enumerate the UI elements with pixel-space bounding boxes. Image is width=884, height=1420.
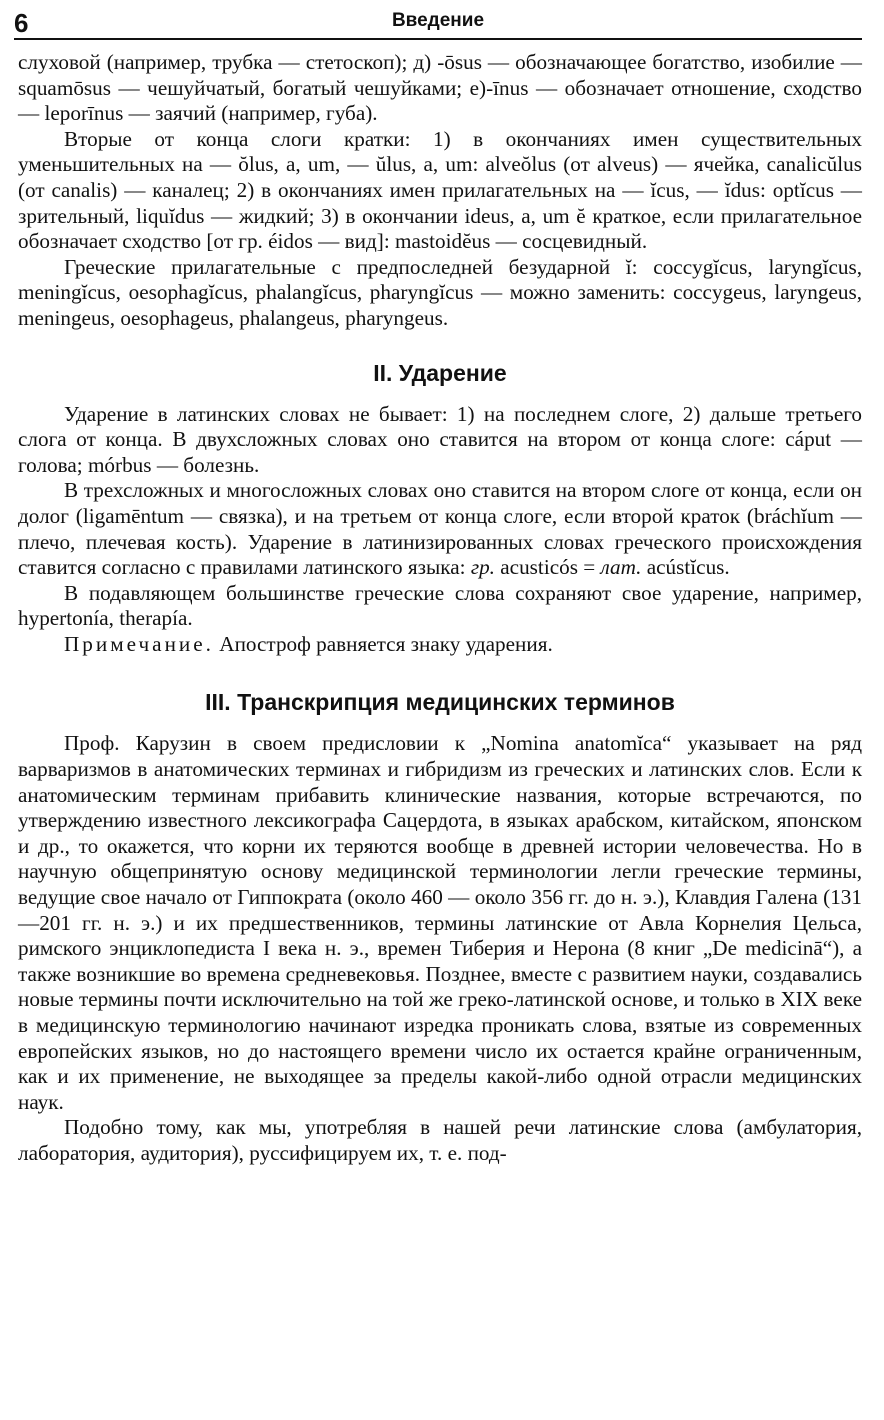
paragraph: Подобно тому, как мы, употребляя в нашей речи латинские слова (амбулатория, лаборатория, аудитория), руссифицируем их, т. е. под- xyxy=(18,1115,862,1165)
abbrev-latin: лат. xyxy=(600,555,642,580)
paragraph: Ударение в латинских словах не бывает: 1) на последнем слоге, 2) дальше третьего слога от конца. В двухсложных словах оно ставится на втором от конца слоге: cáput — голова; mórbus — болезнь. xyxy=(18,401,862,477)
paragraph: В подавляющем большинстве греческие слова сохраняют свое ударение, например, hypertonía, therapía. xyxy=(18,580,862,631)
page-number: 6 xyxy=(14,8,29,38)
paragraph: слуховой (например, трубка — стетоскоп); д) -ōsus — обозначающее богатство, изобилие — squamōsus — чешуйчатый, богатый чешуйками; е)-īnus — обозначает отношение, сходство — leporīnus — заячий (например, губа). xyxy=(18,50,862,126)
note-paragraph xyxy=(18,632,862,658)
note-label: Примечание. xyxy=(64,631,214,656)
paragraph: Вторые от конца слоги кратки: 1) в окончаниях имен существительных уменьшительных на — ŏlus, a, um, — ŭlus, a, um: alveŏlus (от alveus) — ячейка, canalicŭlus (от canalis) — каналец; 2) в окончаниях имен прилагательных на — ĭcus, — ĭdus: optĭcus — зрительный, liquĭdus — жидкий; 3) в окончании ideus, a, um ĕ краткое, если прилагательное обозначает сходство [от гр. éidos — вид]: mastoidĕus — сосцевидный. xyxy=(18,126,862,254)
page-body xyxy=(18,50,862,1167)
abbrev-greek: гр. xyxy=(470,555,495,580)
text-span: acusticós = xyxy=(500,555,596,580)
running-title: Введение xyxy=(391,10,485,31)
paragraph: Греческие прилагательные с предпоследней безударной ĭ: coccygĭcus, laryngĭcus, meningĭcus, oesophagĭcus, phalangĭcus, pharyngĭcus — можно заменить: coccygeus, laryngeus, meningeus, oesophageus, phalangeus, pharyngeus. xyxy=(18,254,862,330)
page-header xyxy=(14,6,862,40)
note-text: Апостроф равняется знаку ударения. xyxy=(219,631,553,656)
paragraph: Проф. Карузин в своем предисловии к „Nomina anatomĭca“ указывает на ряд варваризмов в анатомических терминах и гибридизм из греческих и латинских слов. Если к анатомическим терминам прибавить клинические названия, которые встречаются, по утверждению известного лексикографа Сацердота, в языках арабском, китайском, японском и др., то окажется, что корни их теряются вообще в древней истории человечества. Но в научную общепринятую основу медицинской терминологии легли греческие термины, ведущие свое начало от Гиппократа (около 460 — около 356 гг. до н. э.), Клавдия Галена (131—201 гг. н. э.) и их предшественников, термины латинские от Авла Корнелия Цельса, римского энциклопедиста I века н. э., времен Тиберия и Нерона (8 книг „De medicinā“), а также возникшие во времена средневековья. Позднее, вместе с развитием науки, создавались новые термины почти исключительно на той же греко-латинской основе, и только в XIX веке в медицинскую терминологию начинают изредка проникать слова, взятые из современных европейских языков, но до настоящего времени число их остается крайне ограниченным, как и их применение, не выходящее за пределы какой-либо одной отрасли медицинских наук. xyxy=(18,731,862,1114)
text-span: acústĭcus. xyxy=(646,555,730,580)
paragraph xyxy=(18,478,862,580)
text-span: В трехсложных и многосложных словах оно ставится на втором слоге от конца, если он долог (ligamēntum — связка), и на третьем от конца слоге, если второй краток (bráchĭum — плечо, плечевая кость). Ударение в латинизированных словах греческого происхождения ставится согласно с правилами латинского языка: xyxy=(18,478,862,580)
section-heading-transcription: III. Транскрипция медицинских терминов xyxy=(205,689,675,716)
section-heading-stress: II. Ударение xyxy=(373,359,507,386)
